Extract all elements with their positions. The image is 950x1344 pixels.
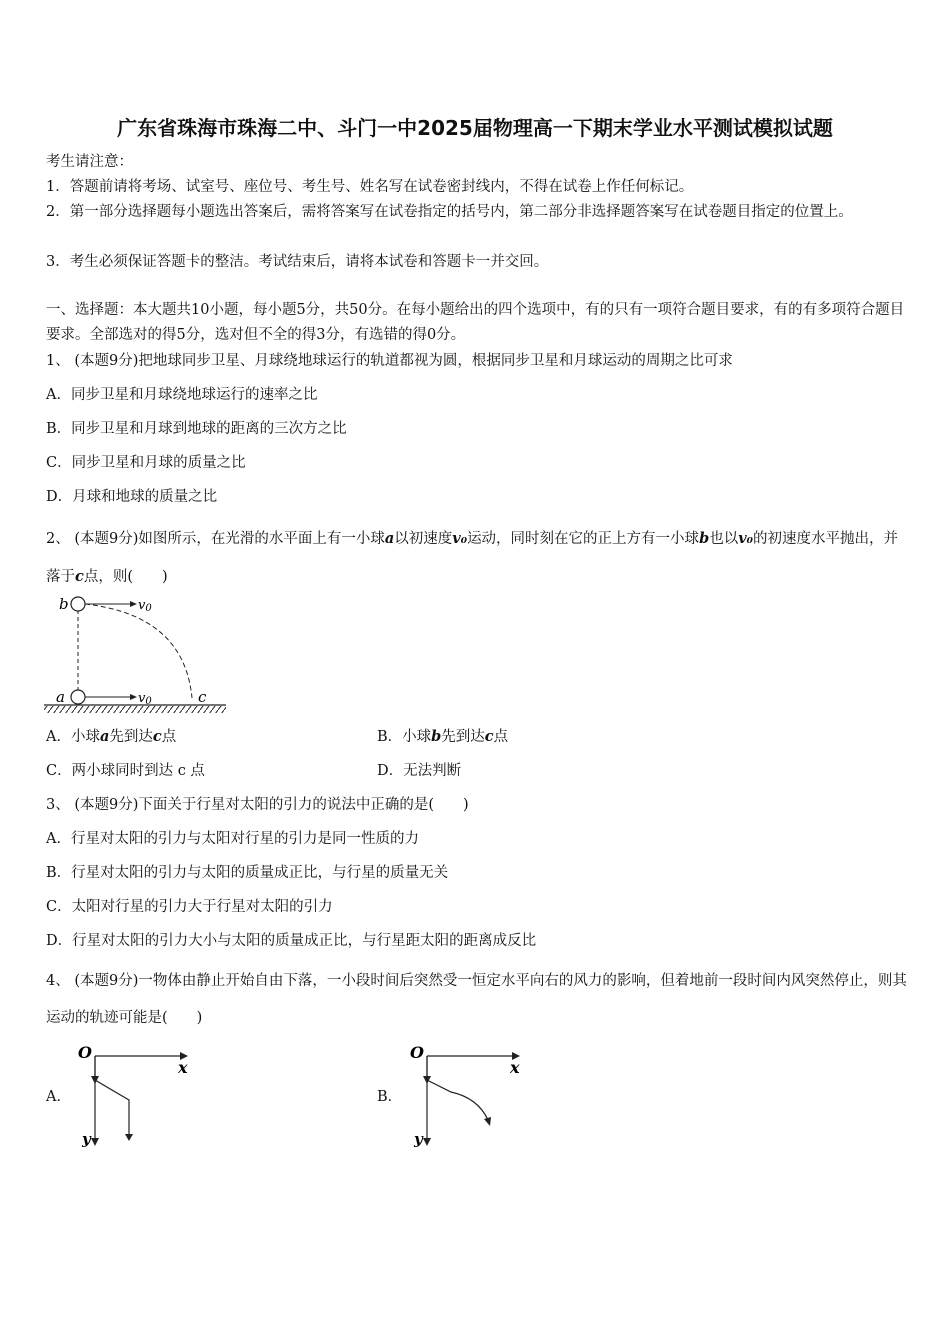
trajectory-b (427, 1056, 488, 1120)
notice-item-1: 1．答题前请将考场、试室号、座位号、考生号、姓名写在试卷密封线内，不得在试卷上作任何标记。 (46, 179, 694, 195)
q1-option-d: D．月球和地球的质量之比 (46, 489, 218, 505)
q2-option-c: C．两小球同时到达 c 点 (46, 763, 205, 779)
arrow-head-a-icon (130, 694, 137, 700)
trajectory-b-arrow-icon (484, 1117, 491, 1126)
notice-item-3: 3．考生必须保证答题卡的整洁。考试结束后，请将本试卷和答题卡一并交回。 (46, 254, 549, 270)
label-a: a (56, 688, 65, 706)
y-axis-arrow-icon (423, 1138, 431, 1146)
q4-option-b-label: B． (377, 1089, 403, 1105)
q4-option-b-graph (406, 1040, 536, 1155)
label-b: b (59, 595, 69, 613)
y-axis-arrow-icon (91, 1138, 99, 1146)
label-v0-b: v0 (138, 598, 152, 614)
trajectory-a-arrow-icon (125, 1134, 133, 1141)
q3-option-b: B．行星对太阳的引力与太阳的质量成正比，与行星的质量无关 (46, 865, 449, 881)
ball-a (71, 690, 85, 704)
label-v0-a: v0 (138, 691, 152, 707)
q3-option-a: A．行星对太阳的引力与太阳对行星的引力是同一性质的力 (46, 831, 419, 847)
label-c: c (198, 688, 207, 706)
q1-option-a: A．同步卫星和月球绕地球运行的速率之比 (46, 387, 318, 403)
q2-option-b: B．小球b先到达c点 (377, 728, 509, 745)
q1-option-c: C．同步卫星和月球的质量之比 (46, 455, 246, 471)
y-label: y (82, 1130, 91, 1148)
arrow-head-b-icon (130, 601, 137, 607)
q2-option-d: D．无法判断 (377, 763, 462, 779)
q2-stem: 2、 (本题9分)如图所示，在光滑的水平面上有一小球a以初速度v₀运动，同时刻在它的正上方有一小球b也以v₀的初速度水平抛出，并落于c点，则( ) (46, 530, 898, 585)
q4-stem: 4、 (本题9分)一物体由静止开始自由下落，一小段时间后突然受一恒定水平向右的风力的影响，但着地前一段时间内风突然停止，则其运动的轨迹可能是( ) (46, 973, 907, 1026)
origin-label: O (410, 1043, 424, 1062)
q3-option-c: C．太阳对行星的引力大于行星对太阳的引力 (46, 899, 333, 915)
ball-b (71, 597, 85, 611)
q3-option-d: D．行星对太阳的引力大小与太阳的质量成正比，与行星距太阳的距离成反比 (46, 933, 537, 949)
notice-heading: 考生请注意： (46, 154, 133, 170)
y-label: y (414, 1130, 423, 1148)
trajectory-a (95, 1056, 129, 1135)
ground-hatch (44, 706, 226, 713)
q1-option-b: B．同步卫星和月球到地球的距离的三次方之比 (46, 421, 347, 437)
q4-option-a-graph (74, 1040, 204, 1155)
trajectory-curve (85, 604, 192, 698)
x-label: x (178, 1058, 188, 1077)
q2-projectile-figure (44, 590, 234, 720)
section-instructions: 一、选择题：本大题共10小题，每小题5分，共50分。在每小题给出的四个选项中，有的只有一项符合题目要求，有的有多项符合题目要求。全部选对的得5分，选对但不全的得3分，有选错的得0分。 (46, 302, 905, 343)
q1-stem: 1、 (本题9分)把地球同步卫星、月球绕地球运行的轨道都视为圆，根据同步卫星和月球运动的周期之比可求 (46, 353, 733, 369)
q4-option-a-label: A． (46, 1089, 71, 1105)
origin-label: O (78, 1043, 92, 1062)
page-title: 广东省珠海市珠海二中、斗门一中2025届物理高一下期末学业水平测试模拟试题 (117, 116, 833, 140)
notice-item-2: 2．第一部分选择题每小题选出答案后，需将答案写在试卷指定的括号内，第二部分非选择题答案写在试卷题目指定的位置上。 (46, 204, 853, 220)
q2-option-a: A．小球a先到达c点 (46, 728, 177, 745)
q3-stem: 3、 (本题9分)下面关于行星对太阳的引力的说法中正确的是( ) (46, 797, 469, 813)
x-label: x (510, 1058, 520, 1077)
